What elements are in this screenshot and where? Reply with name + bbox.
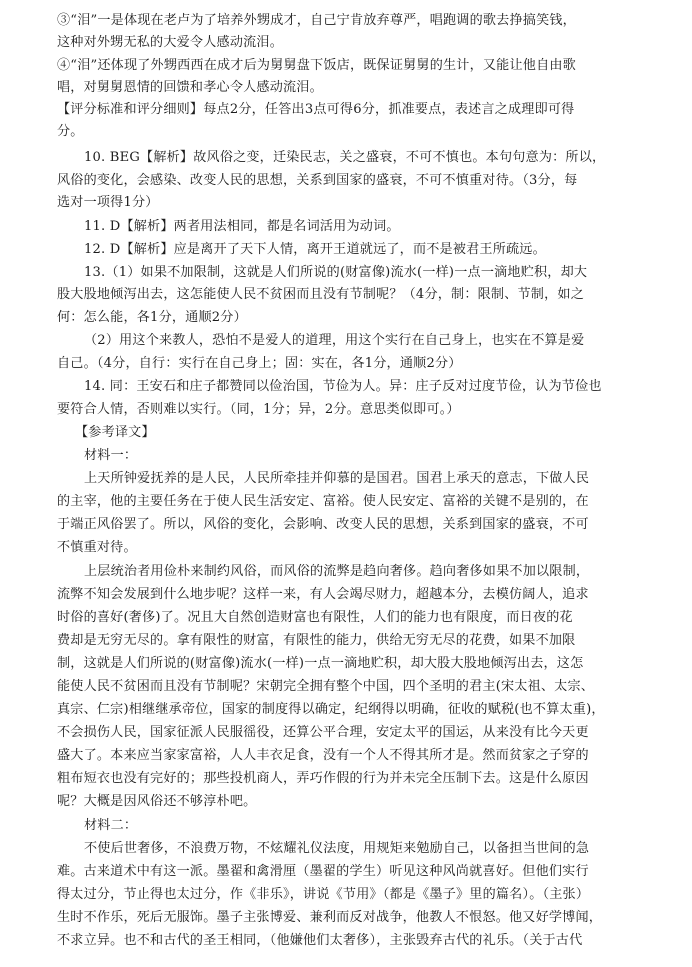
text-line: 13.（1）如果不加限制，这就是人们所说的(财富像)流水(一样)一点一滴地贮积，却大 xyxy=(84,265,588,280)
text-line: 得太过分，节止得也太过分，作《非乐》，讲说《节用》（都是《墨子》里的篇名）。（主张） xyxy=(57,887,590,902)
text-line: 14. 同：王安石和庄子都赞同以俭治国，节俭为人。异：庄子反对过度节俭，认为节俭也 xyxy=(84,379,602,394)
text-line: 时俗的喜好(奢侈)了。况且大自然创造财富也有限性，人们的能力也有限度，而日夜的花 xyxy=(57,610,573,625)
text-line: 12. D【解析】应是离开了天下人情，离开王道就远了，而不是被君王所疏远。 xyxy=(84,242,546,257)
text-line: 选对一项得1分） xyxy=(57,195,159,210)
text-line: 分。 xyxy=(57,124,84,139)
text-line: 粗布短衣也没有完好的；那些投机商人，弄巧作假的行为并未完全压制下去。这是什么原因 xyxy=(57,771,589,786)
text-line: 这种对外甥无私的大爱令人感动流泪。 xyxy=(57,35,283,50)
text-line: 上天所钟爱抚养的是人民，人民所牵挂并仰慕的是国君。国君上承天的意志，下做人民 xyxy=(84,471,590,486)
text-line: 上层统治者用俭朴来制约风俗，而风俗的流弊是趋向奢侈。趋向奢侈如果不加以限制， xyxy=(84,564,590,579)
text-line: 费却是无穷无尽的。拿有限性的财富，有限性的能力，供给无穷无尽的花费，如果不加限 xyxy=(57,633,576,648)
text-line: 不使后世奢侈，不浪费万物，不炫耀礼仪法度，用规矩来勉励自己，以备担当世间的急 xyxy=(84,841,590,856)
text-line: 10. BEG【解析】故风俗之变，迁染民志，关之盛衰，不可不慎也。本句句意为：所以， xyxy=(84,150,606,165)
text-line: 于端正风俗罢了。所以，风俗的变化，会影响、改变人民的思想，关系到国家的盛衰，不可 xyxy=(57,517,589,532)
text-line: ③“泪”一是体现在老卢为了培养外甥成才，自己宁肯放弃尊严，唱跑调的歌去挣搞笑钱， xyxy=(57,13,576,28)
text-line: ④“泪”还体现了外甥西西在成才后为舅舅盘下饭店，既保证舅舅的生计，又能让他自由歌 xyxy=(57,58,576,73)
text-line: 能使人民不贫困而且没有节制呢？宋朝完全拥有整个中国，四个圣明的君主(宋太祖、太宗、 xyxy=(57,679,595,694)
text-line: 流弊不知会发展到什么地步呢？这样一来，有人会竭尽财力，超越本分，去模仿阔人，追求 xyxy=(57,587,589,602)
text-line: 股大股地倾泻出去，这怎能使人民不贫困而且没有节制呢？（4分，制：限制、节制，如之 xyxy=(57,287,584,302)
text-line: 不求立异。也不和古代的圣王相同，（他嫌他们太奢侈），主张毁弃古代的礼乐。（关于古代 xyxy=(57,933,583,948)
text-line: 自己。（4分，自行：实行在自己身上；固：实在，各1分，通顺2分） xyxy=(57,356,462,371)
text-line: 盛大了。本来应当家家富裕，人人丰衣足食，没有一个人不得其所才是。然而贫家之子穿的 xyxy=(57,748,589,763)
text-line: 的主宰，他的主要任务在于使人民生活安定、富裕。使人民安定、富裕的关键不是别的，在 xyxy=(57,494,589,509)
section-heading: 【参考译文】 xyxy=(75,425,155,440)
text-line: 呢？大概是因风俗还不够淳朴吧。 xyxy=(57,794,257,809)
text-line: 材料二： xyxy=(84,818,138,833)
text-line: 11. D【解析】两者用法相同，都是名词活用为动词。 xyxy=(84,219,400,234)
text-line: 难。古来道术中有这一派。墨翟和禽滑厘（墨翟的学生）听见这种风尚就喜好。但他们实行 xyxy=(57,864,589,879)
text-line: 不慎重对待。 xyxy=(57,540,137,555)
text-line: 要符合人情，否则难以实行。（同，1分；异，2分。意思类似即可。） xyxy=(57,402,460,417)
text-line: （2）用这个来教人，恐怕不是爱人的道理，用这个实行在自己身上，也实在不算是爱 xyxy=(84,333,585,348)
text-line: 生时不作乐，死后无服饰。墨子主张博爱、兼利而反对战争，他教人不恨怒。他又好学博闻， xyxy=(57,910,603,925)
text-line: 风俗的变化，会感染、改变人民的思想，关系到国家的盛衰，不可不慎重对待。（3分，每 xyxy=(57,173,578,188)
text-line: 何：怎么能，各1分，通顺2分） xyxy=(57,310,247,325)
text-line: 不会损伤人民，国家征派人民服徭役，还算公平合理，安定太平的国运，从来没有比今天更 xyxy=(57,725,589,740)
text-line: 真宗、仁宗)相继继承帝位，国家的制度得以确定，纪纲得以明确，征收的赋税(也不算太重)， xyxy=(57,702,605,717)
text-line: 制，这就是人们所说的(财富像)流水(一样)一点一滴地贮积，却大股大股地倾泻出去，这怎 xyxy=(57,656,584,671)
text-line: 【评分标准和评分细则】每点2分，任答出3点可得6分，抓准要点，表述言之成理即可得 xyxy=(57,102,575,117)
text-line: 唱，对舅舅恩情的回馈和孝心令人感动流泪。 xyxy=(57,80,323,95)
text-line: 材料一： xyxy=(84,448,138,463)
